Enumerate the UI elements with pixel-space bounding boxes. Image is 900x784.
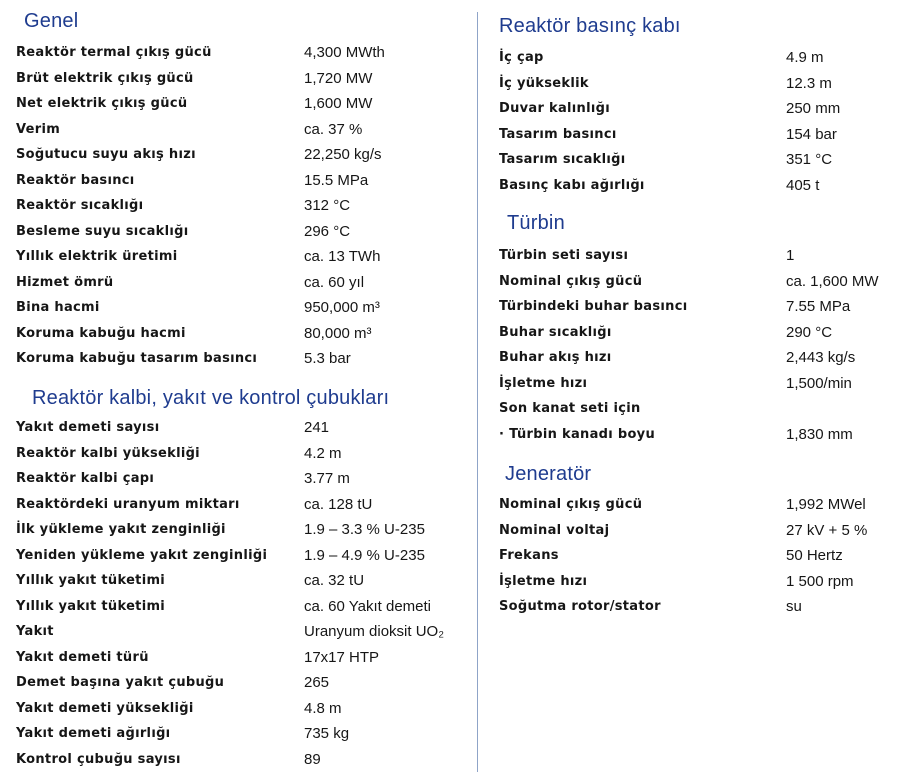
row-value: 4.8 m: [304, 699, 342, 717]
row-value: 89: [304, 750, 321, 768]
section-kap: [499, 11, 681, 41]
table-row: [499, 594, 894, 620]
table-row: [499, 122, 894, 148]
row-value: 17x17 HTP: [304, 648, 380, 666]
table-row: [16, 568, 466, 594]
row-label: Duvar kalınlığı: [499, 101, 610, 117]
row-value: ca. 128 tU: [304, 495, 373, 513]
row-label: Frekans: [499, 548, 559, 564]
table-row: [16, 346, 466, 372]
row-label: İç çap: [499, 50, 544, 66]
row-value: 50 Hertz: [786, 547, 843, 565]
table-row: [499, 371, 894, 397]
row-label: Reaktör kalbi yüksekliği: [16, 445, 200, 461]
table-row: [499, 147, 894, 173]
row-value: 250 mm: [786, 100, 841, 118]
column-divider: [477, 12, 478, 772]
row-label: Yakıt demeti sayısı: [16, 420, 160, 436]
row-value: ca. 1,600 MW: [786, 272, 879, 290]
row-label: Basınç kabı ağırlığı: [499, 177, 645, 193]
row-label: Reaktör kalbi çapı: [16, 471, 155, 487]
table-row: [499, 518, 894, 544]
table-row: [16, 142, 466, 168]
table-row: [16, 619, 466, 645]
row-value: 1,500/min: [786, 374, 852, 392]
row-label: Yakıt demeti türü: [16, 649, 149, 665]
table-row: [499, 243, 894, 269]
row-label: Demet başına yakıt çubuğu: [16, 675, 225, 691]
table-row: [16, 517, 466, 543]
section-title-jenerator: Jeneratör: [505, 463, 592, 485]
row-value: 351 °C: [786, 151, 833, 169]
row-value: 1.9 – 4.9 % U-235: [304, 546, 425, 564]
row-value: 950,000 m³: [304, 299, 380, 317]
row-label: Nominal voltaj: [499, 522, 610, 538]
row-value: Uranyum dioksit UO₂: [304, 623, 445, 641]
table-row: [499, 45, 894, 71]
table-row: [16, 466, 466, 492]
genel-table: [16, 40, 466, 372]
table-row: [499, 396, 894, 422]
row-label: İç yükseklik: [499, 75, 589, 91]
section-title-kap: Reaktör basınç kabı: [499, 15, 681, 37]
row-label: Nominal çıkış gücü: [499, 273, 643, 289]
row-value: 27 kV + 5 %: [786, 521, 868, 539]
table-row: [499, 345, 894, 371]
row-label: Brüt elektrik çıkış gücü: [16, 70, 194, 86]
row-value: 312 °C: [304, 197, 351, 215]
row-label: Reaktör sıcaklığı: [16, 198, 144, 214]
table-row: [16, 415, 466, 441]
row-label: Yeniden yükleme yakıt zenginliği: [16, 547, 268, 563]
row-value: 22,250 kg/s: [304, 146, 382, 164]
row-label: Yakıt demeti ağırlığı: [16, 726, 171, 742]
section-turbin: [507, 208, 565, 238]
row-value: 3.77 m: [304, 470, 350, 488]
table-row: [16, 721, 466, 747]
row-label: Besleme suyu sıcaklığı: [16, 223, 189, 239]
row-value: 12.3 m: [786, 74, 832, 92]
row-value: 4.9 m: [786, 49, 824, 67]
row-label: Bina hacmi: [16, 300, 100, 316]
row-value: 405 t: [786, 176, 820, 194]
table-row: [499, 269, 894, 295]
table-row: [16, 168, 466, 194]
row-value: 735 kg: [304, 725, 350, 743]
section-title-genel: Genel: [24, 10, 79, 32]
section-jenerator: [505, 459, 591, 489]
table-row: [499, 422, 894, 448]
row-label: Tasarım sıcaklığı: [499, 152, 626, 168]
row-label: Kontrol çubuğu sayısı: [16, 751, 181, 767]
table-row: [16, 270, 466, 296]
row-value: su: [786, 598, 802, 616]
kap-table: [499, 45, 894, 198]
row-label: Nominal çıkış gücü: [499, 497, 643, 513]
row-value: 1,600 MW: [304, 95, 373, 113]
row-value: 2,443 kg/s: [786, 349, 856, 367]
table-row: [16, 645, 466, 671]
table-row: [499, 569, 894, 595]
table-row: [499, 173, 894, 199]
section-title-kalp: Reaktör kalbi, yakıt ve kontrol çubukları: [32, 387, 390, 409]
row-value: ca. 60 Yakıt demeti: [304, 597, 432, 615]
row-value: 241: [304, 419, 330, 437]
row-value: 1,992 MWel: [786, 496, 866, 514]
row-label: İşletme hızı: [499, 375, 588, 391]
table-row: [16, 321, 466, 347]
row-label: Yakıt demeti yüksekliği: [16, 700, 194, 716]
row-label: Net elektrik çıkış gücü: [16, 96, 188, 112]
row-value: 1.9 – 3.3 % U-235: [304, 521, 425, 539]
row-label: Reaktör termal çıkış gücü: [16, 45, 212, 61]
row-value: 5.3 bar: [304, 350, 351, 368]
row-value: 15.5 MPa: [304, 171, 369, 189]
row-label: Reaktördeki uranyum miktarı: [16, 496, 240, 512]
row-label: Yıllık elektrik üretimi: [16, 249, 178, 265]
row-label: Koruma kabuğu hacmi: [16, 325, 186, 341]
row-label: Verim: [16, 121, 61, 137]
row-label: Yıllık yakıt tüketimi: [16, 598, 166, 614]
table-row: [16, 295, 466, 321]
row-value: 1,830 mm: [786, 425, 853, 443]
table-row: [16, 594, 466, 620]
row-value: 4.2 m: [304, 444, 342, 462]
row-value: 7.55 MPa: [786, 298, 851, 316]
row-label: Buhar akış hızı: [499, 350, 612, 366]
row-label: Tasarım basıncı: [499, 126, 617, 142]
row-label: İşletme hızı: [499, 573, 588, 589]
row-label: Reaktör basıncı: [16, 172, 135, 188]
table-row: [16, 91, 466, 117]
row-value: 290 °C: [786, 323, 833, 341]
row-value: ca. 13 TWh: [304, 248, 381, 266]
table-row: [16, 66, 466, 92]
table-row: [16, 670, 466, 696]
table-row: [499, 320, 894, 346]
section-genel: [24, 6, 78, 36]
row-value: ca. 60 yıl: [304, 273, 365, 291]
row-label: Türbin seti sayısı: [499, 248, 629, 264]
row-label: Son kanat seti için: [499, 401, 641, 417]
turbin-table: [499, 243, 894, 447]
table-row: [499, 96, 894, 122]
row-value: 154 bar: [786, 125, 837, 143]
table-row: [499, 492, 894, 518]
table-row: [16, 117, 466, 143]
row-value: 265: [304, 674, 330, 692]
table-row: [16, 543, 466, 569]
table-row: [499, 294, 894, 320]
table-row: [16, 696, 466, 722]
table-row: [16, 219, 466, 245]
table-row: [16, 244, 466, 270]
row-value: 1,720 MW: [304, 69, 373, 87]
row-value: ca. 37 %: [304, 120, 363, 138]
jenerator-table: [499, 492, 894, 620]
table-row: [16, 441, 466, 467]
row-label: İlk yükleme yakıt zenginliği: [16, 522, 226, 538]
row-value: 1: [786, 247, 795, 265]
row-label: Yakıt: [16, 624, 54, 640]
row-value: ca. 32 tU: [304, 572, 365, 590]
row-value: 4,300 MWth: [304, 44, 385, 62]
row-value: 80,000 m³: [304, 324, 372, 342]
table-row: [499, 543, 894, 569]
table-row: [16, 492, 466, 518]
row-label: Soğutucu suyu akış hızı: [16, 147, 196, 163]
row-label: Buhar sıcaklığı: [499, 324, 612, 340]
row-label: Koruma kabuğu tasarım basıncı: [16, 351, 258, 367]
row-value: 296 °C: [304, 222, 351, 240]
kalp-table: [16, 415, 466, 772]
row-label: Hizmet ömrü: [16, 274, 114, 290]
table-row: [499, 71, 894, 97]
section-kalp: [32, 383, 389, 413]
row-value: 1 500 rpm: [786, 572, 854, 590]
row-label: Soğutma rotor/stator: [499, 599, 661, 615]
row-label: Yıllık yakıt tüketimi: [16, 573, 166, 589]
row-label: · Türbin kanadı boyu: [499, 426, 656, 442]
table-row: [16, 193, 466, 219]
row-label: Türbindeki buhar basıncı: [499, 299, 688, 315]
section-title-turbin: Türbin: [507, 212, 565, 234]
table-row: [16, 40, 466, 66]
table-row: [16, 747, 466, 773]
